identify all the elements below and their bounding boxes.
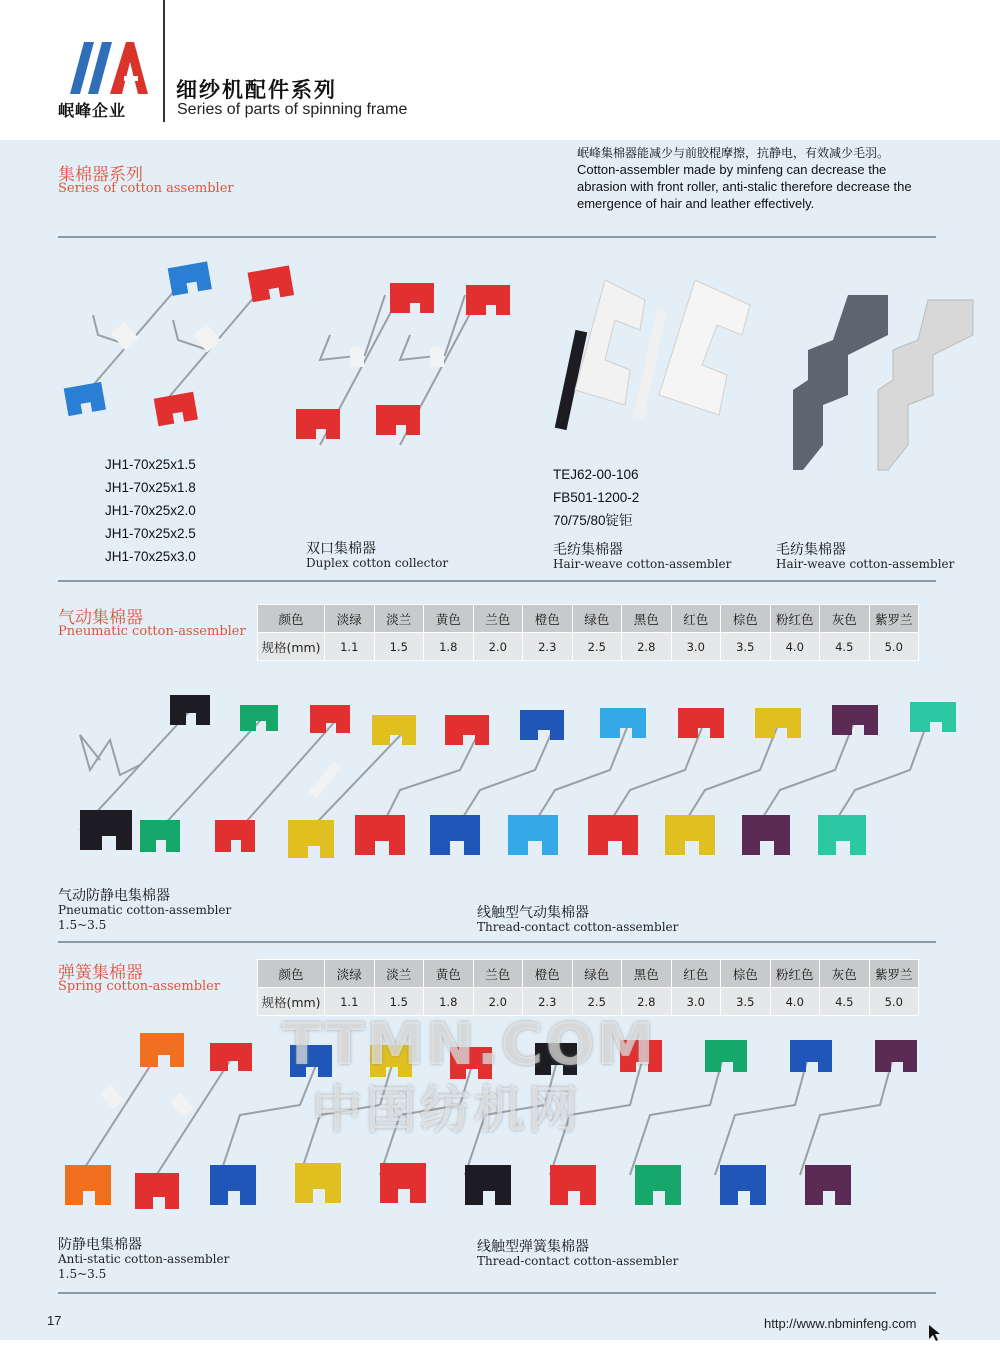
section1-desc-en-2: abrasion with front roller, anti-stalic therefore decrease the <box>577 179 912 194</box>
section1-title: 集棉器系列 <box>58 165 143 185</box>
hair2-caption-cn: 毛纺集棉器 <box>776 542 846 558</box>
spec-size-cell: 2.8 <box>622 988 672 1016</box>
spec-color-cell: 兰色 <box>473 960 523 988</box>
duplex-caption-en: Duplex cotton collector <box>306 556 449 570</box>
duplex-caption-cn: 双口集棉器 <box>306 541 376 557</box>
page-title-cn: 细纱机配件系列 <box>176 78 337 102</box>
header-divider <box>163 0 165 122</box>
spec-color-cell: 黑色 <box>622 605 672 633</box>
spring-caption1-cn: 防静电集棉器 <box>58 1237 142 1253</box>
section1-desc-cn: 岷峰集棉器能减少与前胶棍摩擦，抗静电，有效减少毛羽。 <box>577 146 890 160</box>
spring-caption2-en: Thread-contact cotton-assembler <box>477 1254 679 1268</box>
cotton-assembler-product-image <box>58 255 308 455</box>
spec-table-spring <box>257 959 919 1016</box>
spec-size-cell: 5.0 <box>869 988 919 1016</box>
section1-desc-en-1: Cotton-assembler made by minfeng can decrease the <box>577 162 887 177</box>
spec-size-cell: 3.5 <box>721 988 771 1016</box>
pneumatic-assemblers-image <box>60 680 980 880</box>
divider-1 <box>58 236 936 238</box>
spec-size-cell: 1.5 <box>374 633 424 661</box>
spec-size-cell: 2.8 <box>622 633 672 661</box>
spring-caption2-cn: 线触型弹簧集棉器 <box>477 1239 589 1255</box>
watermark-line2: 中国纺机网 <box>312 1081 582 1139</box>
page-title-en: Series of parts of spinning frame <box>177 101 408 118</box>
spec-size-cell: 2.5 <box>572 633 622 661</box>
spec-color-row <box>258 960 919 988</box>
section3-title: 弹簧集棉器 <box>58 963 143 983</box>
tej-model-item: 70/75/80锭钜 <box>553 513 633 528</box>
pneumatic-caption1-en: Pneumatic cotton-assembler <box>58 903 232 917</box>
hair-weave-white-image <box>545 275 760 465</box>
spec-color-cell: 黄色 <box>424 960 474 988</box>
pneumatic-caption2-en: Thread-contact cotton-assembler <box>477 920 679 934</box>
spec-color-cell: 灰色 <box>820 605 870 633</box>
spec-color-cell: 黄色 <box>424 605 474 633</box>
divider-4 <box>58 1292 936 1294</box>
spec-size-cell: 2.0 <box>473 633 523 661</box>
page-number: 17 <box>47 1313 62 1328</box>
spec-size-cell: 1.1 <box>325 633 375 661</box>
divider-2 <box>58 580 936 582</box>
spec-color-cell: 紫罗兰 <box>869 605 919 633</box>
spec-color-row <box>258 605 919 633</box>
model-item: JH1-70x25x2.5 <box>105 526 196 541</box>
spec-color-cell: 淡绿 <box>325 960 375 988</box>
spec-size-cell: 3.0 <box>671 633 721 661</box>
watermark-line1: TTMN.COM <box>282 1010 657 1078</box>
hair-weave-gray-image <box>768 290 978 475</box>
pneumatic-caption2-cn: 线触型气动集棉器 <box>477 905 589 921</box>
spec-size-cell: 3.0 <box>671 988 721 1016</box>
spec-table-pneumatic <box>257 604 919 661</box>
brand-name: 岷峰企业 <box>58 101 127 120</box>
spec-size-cell: 1.8 <box>424 988 474 1016</box>
website-link[interactable]: http://www.nbminfeng.com <box>764 1316 917 1331</box>
section1-desc-en-3: emergence of hair and leather effectively. <box>577 196 815 211</box>
spec-color-cell: 紫罗兰 <box>869 960 919 988</box>
spec-color-cell: 棕色 <box>721 960 771 988</box>
spec-color-cell: 橙色 <box>523 605 573 633</box>
hair2-caption-en: Hair-weave cotton-assembler <box>776 557 955 571</box>
spec-size-cell: 4.0 <box>770 988 820 1016</box>
spec-size-cell: 3.5 <box>721 633 771 661</box>
spec-size-cell: 4.5 <box>820 633 870 661</box>
spec-color-cell: 棕色 <box>721 605 771 633</box>
tej-model-item: FB501-1200-2 <box>553 490 640 505</box>
spec-color-cell: 粉红色 <box>770 960 820 988</box>
spec-size-cell: 2.3 <box>523 633 573 661</box>
spec-color-cell: 兰色 <box>473 605 523 633</box>
spec-color-cell: 粉红色 <box>770 605 820 633</box>
spec-size-cell: 1.1 <box>325 988 375 1016</box>
spec-color-cell: 灰色 <box>820 960 870 988</box>
section2-title: 气动集棉器 <box>58 608 143 628</box>
minfeng-logo-icon <box>58 42 148 94</box>
duplex-collector-image <box>290 275 530 465</box>
section2-subtitle: Pneumatic cotton-assembler <box>58 624 246 639</box>
spec-size-cell: 4.0 <box>770 633 820 661</box>
spec-color-cell: 黑色 <box>622 960 672 988</box>
pneumatic-caption1-cn: 气动防静电集棉器 <box>58 888 170 904</box>
spec-size-cell: 5.0 <box>869 633 919 661</box>
model-item: JH1-70x25x1.8 <box>105 480 196 495</box>
tej-model-list <box>553 463 639 532</box>
spec-size-row <box>258 633 919 661</box>
spring-caption1-range: 1.5~3.5 <box>58 1267 107 1281</box>
spec-color-cell: 淡兰 <box>374 605 424 633</box>
divider-3 <box>58 941 936 943</box>
spec-size-cell: 1.8 <box>424 633 474 661</box>
model-list <box>105 453 196 568</box>
spring-caption1-en: Anti-static cotton-assembler <box>58 1252 230 1266</box>
spec-size-cell: 1.5 <box>374 988 424 1016</box>
spec-color-cell: 红色 <box>671 960 721 988</box>
spec-size-cell: 2.0 <box>473 988 523 1016</box>
model-item: JH1-70x25x1.5 <box>105 457 196 472</box>
spec-size-label: 规格(mm) <box>258 988 325 1016</box>
spec-color-label: 颜色 <box>258 605 325 633</box>
section1-subtitle: Series of cotton assembler <box>58 181 234 196</box>
tej-model-item: TEJ62-00-106 <box>553 467 639 482</box>
spec-color-cell: 淡绿 <box>325 605 375 633</box>
spec-size-label: 规格(mm) <box>258 633 325 661</box>
spec-size-cell: 4.5 <box>820 988 870 1016</box>
pneumatic-caption1-range: 1.5~3.5 <box>58 918 107 932</box>
spec-color-cell: 红色 <box>671 605 721 633</box>
spec-color-label: 颜色 <box>258 960 325 988</box>
spec-color-cell: 橙色 <box>523 960 573 988</box>
model-item: JH1-70x25x2.0 <box>105 503 196 518</box>
spec-color-cell: 淡兰 <box>374 960 424 988</box>
hair1-caption-cn: 毛纺集棉器 <box>553 542 623 558</box>
hair1-caption-en: Hair-weave cotton-assembler <box>553 557 732 571</box>
model-item: JH1-70x25x3.0 <box>105 549 196 564</box>
cursor-arrow-icon <box>929 1325 941 1341</box>
spec-color-cell: 绿色 <box>572 960 622 988</box>
spec-size-cell: 2.5 <box>572 988 622 1016</box>
spec-color-cell: 绿色 <box>572 605 622 633</box>
section3-subtitle: Spring cotton-assembler <box>58 979 221 994</box>
spec-size-cell: 2.3 <box>523 988 573 1016</box>
